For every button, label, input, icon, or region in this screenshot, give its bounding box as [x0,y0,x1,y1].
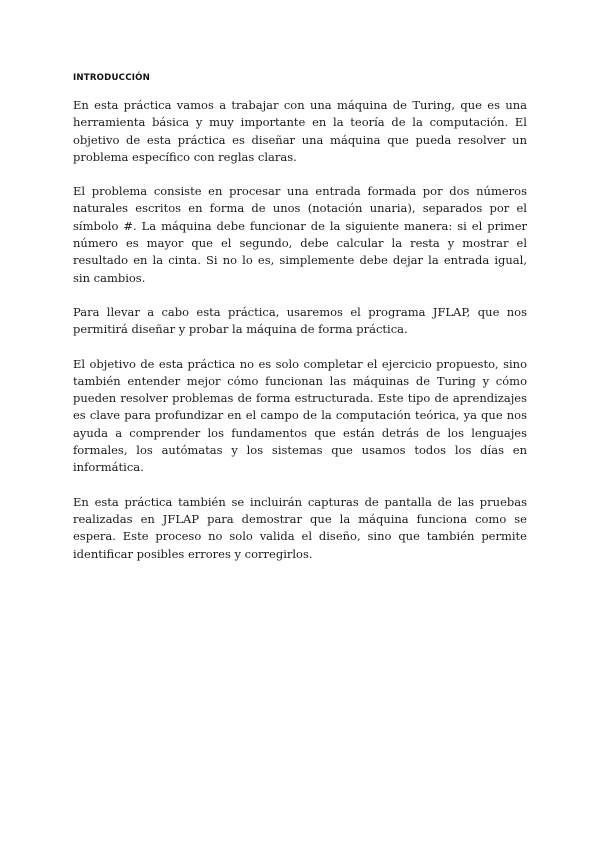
paragraph-1: En esta práctica vamos a trabajar con una máquina de Turing, que es una herramienta básica y muy importante en la teoría de la computación. El objetivo de esta práctica es diseñar una máquina que pueda resolver un problema específico con reglas claras. [73,98,527,164]
paragraph-4: El objetivo de esta práctica no es solo completar el ejercicio propuesto, sino también entender mejor cómo funcionan las máquinas de Turing y cómo pueden resolver problemas de forma estructurada. Este tipo de aprendizajes es clave para profundizar en el campo de la computación teórica, ya que nos ayuda a comprender los fundamentos que están detrás de los lenguajes formales, los autómatas y los sistemas que usamos todos los días en informática. [73,356,527,475]
paragraph-5: En esta práctica también se incluirán capturas de pantalla de las pruebas realizadas en JFLAP para demostrar que la máquina funciona como se espera. Este proceso no solo valida el diseño, sino que también permite identificar posibles errores y corregirlos. [73,494,527,561]
paragraph-3: Para llevar a cabo esta práctica, usaremos el programa JFLAP, que nos permitirá diseñar y probar la máquina de forma práctica. [73,304,527,337]
paragraph-2: El problema consiste en procesar una entrada formada por dos números naturales escritos en forma de unos (notación unaria), separados por el símbolo #. La máquina debe funcionar de la siguiente manera: si el primer número es mayor que el segundo, debe calcular la resta y mostrar el resultado en la cinta. Si no lo es, simplemente debe dejar la entrada igual, sin cambios. [73,184,527,285]
document-body [73,72,527,580]
section-heading: INTRODUCCIÓN [73,73,150,83]
